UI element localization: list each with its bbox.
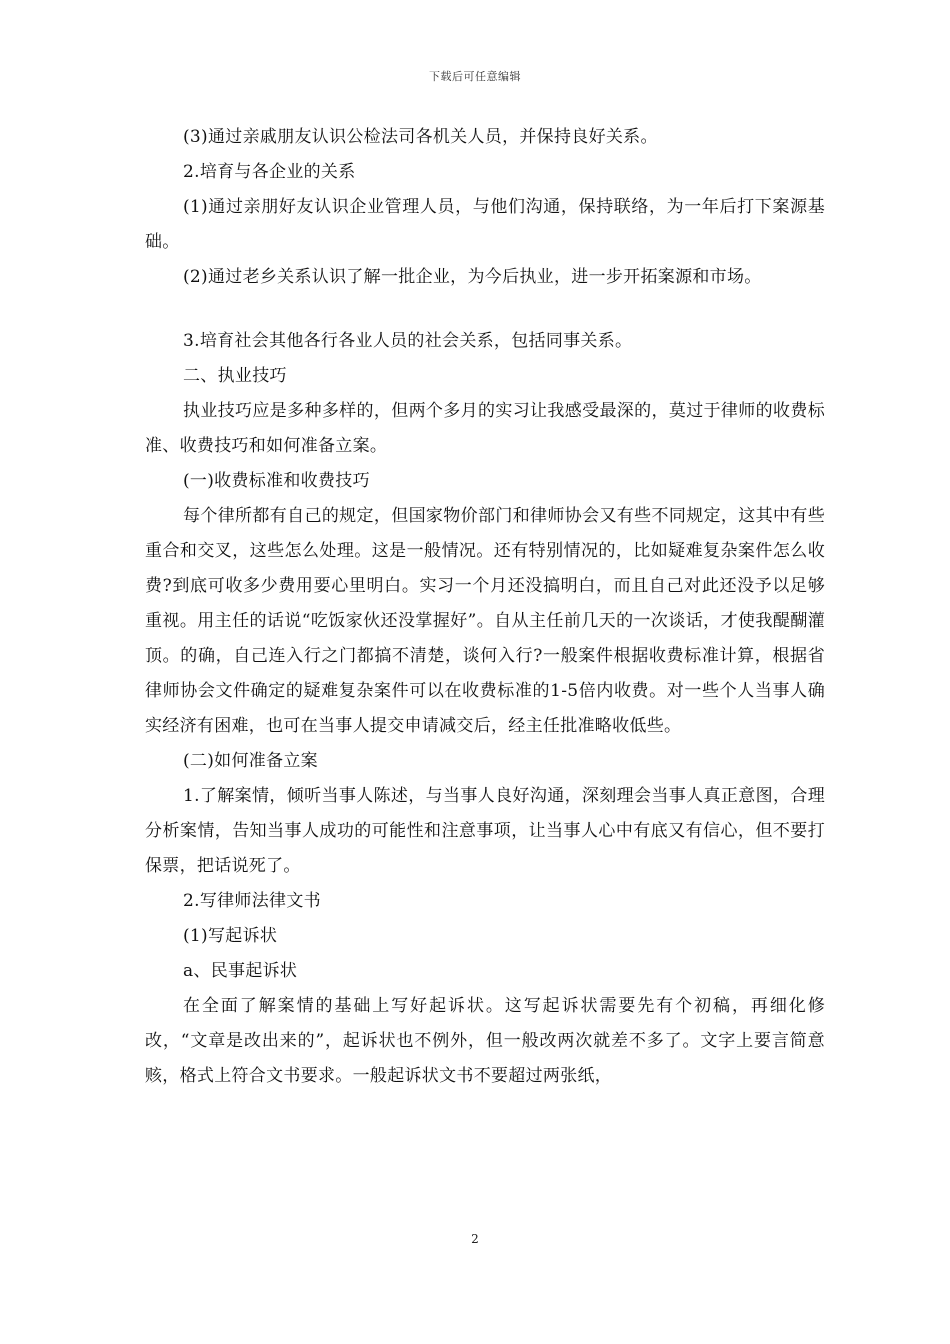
paragraph-fee-details: 每个律所都有自己的规定，但国家物价部门和律师协会又有些不同规定，这其中有些重合和交叉，这些怎么处理。这是一般情况。还有特别情况的，比如疑难复杂案件怎么收费?到底可收多少费用要心里明白。实习一个月还没搞明白，而且自己对此还没予以足够重视。用主任的话说“吃饭家伙还没掌握好”。自从主任前几天的一次谈话，才使我醍醐灌顶。的确，自己连入行之门都搞不清楚，谈何入行?一般案件根据收费标准计算，根据省律师协会文件确定的疑难复杂案件可以在收费标准的1-5倍内收费。对一些个人当事人确实经济有困难，也可在当事人提交申请减交后，经主任批准略收低些。 xyxy=(145,506,825,736)
heading-practice-skills: 二、执业技巧 xyxy=(183,366,287,386)
heading-legal-documents: 2.写律师法律文书 xyxy=(183,891,321,911)
page-header: 下载后可任意编辑 xyxy=(429,70,521,83)
document-body xyxy=(145,120,825,1094)
heading-enterprise-relations: 2.培育与各企业的关系 xyxy=(183,162,356,182)
paragraph-spacer xyxy=(145,295,825,324)
page-number: 2 xyxy=(471,1232,479,1246)
heading-fee-standards: (一)收费标准和收费技巧 xyxy=(183,471,370,491)
paragraph-complaint-writing: 在全面了解案情的基础上写好起诉状。这写起诉状需要先有个初稿，再细化修改，“文章是改出来的”，起诉状也不例外，但一般改两次就差不多了。文字上要言简意赅，格式上符合文书要求。一般起诉状文书不要超过两张纸， xyxy=(145,996,825,1086)
paragraph-hometown-relations: (2)通过老乡关系认识了解一批企业，为今后执业，进一步开拓案源和市场。 xyxy=(183,267,762,287)
heading-filing-preparation: (二)如何准备立案 xyxy=(183,751,318,771)
paragraph-understand-case: 1.了解案情，倾听当事人陈述，与当事人良好沟通，深刻理会当事人真正意图，合理分析案情，告知当事人成功的可能性和注意事项，让当事人心中有底又有信心，但不要打保票，把话说死了。 xyxy=(145,786,825,876)
heading-civil-complaint: a、民事起诉状 xyxy=(183,961,298,981)
paragraph-skills-intro: 执业技巧应是多种多样的，但两个多月的实习让我感受最深的，莫过于律师的收费标准、收费技巧和如何准备立案。 xyxy=(145,401,825,456)
paragraph-relation-judicial: (3)通过亲戚朋友认识公检法司各机关人员，并保持良好关系。 xyxy=(183,127,658,147)
heading-write-complaint: (1)写起诉状 xyxy=(183,926,278,946)
paragraph-enterprise-managers: (1)通过亲朋好友认识企业管理人员，与他们沟通，保持联络，为一年后打下案源基础。 xyxy=(145,197,825,252)
paragraph-social-relations: 3.培育社会其他各行各业人员的社会关系，包括同事关系。 xyxy=(183,331,633,351)
